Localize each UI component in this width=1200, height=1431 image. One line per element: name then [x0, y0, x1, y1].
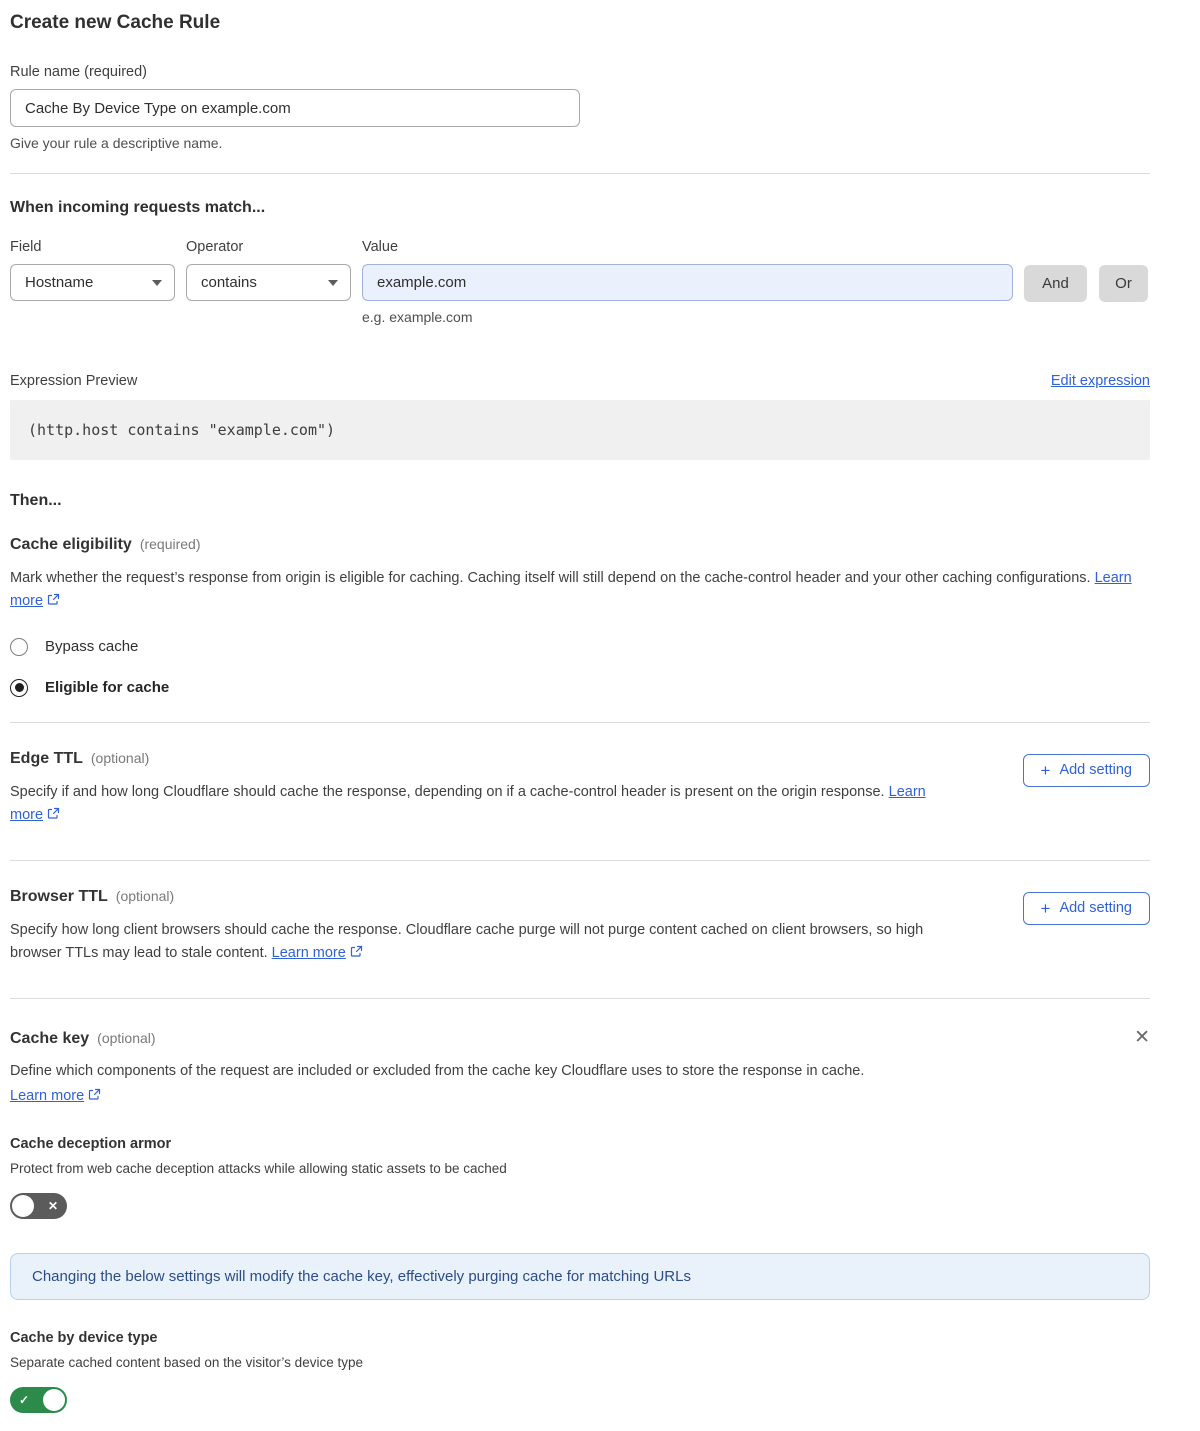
operator-select[interactable]: [186, 264, 351, 301]
expression-preview-label: Expression Preview: [10, 373, 138, 389]
toggle-knob: [12, 1195, 34, 1217]
rule-name-helper: Give your rule a descriptive name.: [10, 135, 223, 151]
plus-icon: +: [1040, 760, 1051, 780]
add-setting-label: Add setting: [1059, 900, 1132, 917]
match-condition-row: [10, 239, 1150, 325]
radio-button-checked[interactable]: [10, 679, 28, 697]
browser-ttl-description-text: Specify how long client browsers should cache the response. Cloudflare cache purge will not purge content cached on client browsers, so high browser TTLs may lead to stale content.: [10, 921, 924, 962]
value-column: [362, 239, 1013, 325]
learn-more-label: Learn more: [10, 783, 926, 824]
field-select[interactable]: [10, 264, 175, 301]
toggle-knob: [43, 1389, 65, 1411]
external-link-icon: [350, 943, 363, 966]
chevron-down-icon: [152, 280, 162, 286]
check-icon: ✓: [19, 1393, 30, 1408]
chevron-down-icon: [328, 280, 338, 286]
external-link-icon: [47, 591, 60, 614]
browser-ttl-learn-more-link[interactable]: [272, 945, 346, 961]
expression-code: (http.host contains "example.com"): [28, 421, 336, 439]
field-column: [10, 239, 175, 301]
browser-ttl-description: [10, 919, 940, 967]
external-link-icon: [47, 805, 60, 828]
optional-tag: (optional): [115, 887, 175, 904]
page-title: Create new Cache Rule: [10, 12, 221, 33]
value-input[interactable]: [362, 264, 1013, 301]
rule-name-input[interactable]: [10, 89, 580, 127]
learn-more-label: Learn more: [271, 945, 346, 962]
cache-key-warning-banner: Changing the below settings will modify the cache key, effectively purging cache for matching URLs: [10, 1253, 1150, 1300]
divider: [10, 173, 1150, 174]
cache-eligibility-header: [10, 536, 1150, 554]
cache-eligibility-description: [10, 567, 1150, 615]
radio-label: Eligible for cache: [45, 679, 170, 697]
cache-by-device-type-description: Separate cached content based on the visitor’s device type: [10, 1355, 363, 1371]
optional-tag: (optional): [97, 1029, 156, 1046]
cache-eligibility-title: Cache eligibility: [10, 536, 132, 553]
edge-ttl-description: [10, 781, 940, 829]
cache-key-title: Cache key: [10, 1029, 90, 1047]
cache-by-device-type-toggle[interactable]: [10, 1387, 67, 1413]
close-icon[interactable]: ✕: [1134, 1026, 1150, 1048]
edge-ttl-content: [10, 750, 940, 829]
expression-code-block: [10, 400, 1150, 460]
cache-deception-armor-description: Protect from web cache deception attacks while allowing static assets to be cached: [10, 1161, 507, 1177]
rule-name-label: Rule name (required): [10, 64, 148, 80]
external-link-icon: [88, 1088, 101, 1106]
cache-eligibility-description-text: Mark whether the request’s response from origin is eligible for caching. Caching itself will still depend on the cache-control header and your other caching configurations.: [10, 570, 1091, 586]
browser-ttl-add-setting-button[interactable]: [1023, 892, 1151, 925]
and-button[interactable]: And: [1024, 265, 1087, 302]
field-select-value: Hostname: [25, 274, 94, 291]
learn-more-label: Learn more: [10, 570, 1132, 610]
cache-key-description: Define which components of the request are included or excluded from the cache key Cloudflare uses to store the response in cache.: [10, 1062, 865, 1079]
cache-key-learn-more-link[interactable]: [10, 1088, 84, 1104]
cache-key-learn-more-line: [10, 1087, 1150, 1106]
edge-ttl-title: Edge TTL: [10, 749, 83, 767]
edge-ttl-add-setting-button[interactable]: [1023, 754, 1151, 787]
radio-label: Bypass cache: [45, 638, 139, 656]
radio-dot: [15, 683, 24, 692]
value-helper: e.g. example.com: [362, 309, 473, 325]
operator-column: [186, 239, 351, 301]
create-cache-rule-form: [10, 0, 1150, 1431]
cache-by-device-type-title: Cache by device type: [10, 1330, 158, 1347]
operator-select-value: contains: [201, 274, 257, 291]
radio-option-bypass-cache[interactable]: [10, 638, 1150, 656]
edge-ttl-section: [10, 723, 1150, 860]
field-label: Field: [10, 239, 42, 255]
add-setting-label: Add setting: [1059, 762, 1132, 779]
cross-icon: ✕: [47, 1199, 58, 1214]
cache-deception-armor-title: Cache deception armor: [10, 1136, 172, 1153]
learn-more-label: Learn more: [10, 1088, 85, 1105]
optional-tag: (optional): [90, 749, 150, 766]
browser-ttl-section: [10, 861, 1150, 998]
edit-expression-link[interactable]: Edit expression: [1050, 373, 1150, 389]
plus-icon: +: [1040, 898, 1051, 918]
and-or-buttons: [1024, 265, 1148, 302]
or-button[interactable]: Or: [1099, 265, 1148, 302]
radio-option-eligible-for-cache[interactable]: [10, 679, 1150, 697]
cache-deception-armor-toggle[interactable]: [10, 1193, 67, 1219]
expression-preview-header: [10, 373, 1150, 389]
operator-label: Operator: [186, 239, 244, 255]
browser-ttl-title: Browser TTL: [10, 887, 108, 905]
cache-key-header: [10, 999, 1150, 1048]
browser-ttl-content: [10, 888, 940, 967]
radio-button-unchecked[interactable]: [10, 638, 28, 656]
value-label: Value: [362, 239, 399, 255]
required-tag: (required): [139, 536, 201, 552]
then-heading: Then...: [10, 492, 62, 509]
match-section-heading: When incoming requests match...: [10, 199, 266, 216]
edge-ttl-description-text: Specify if and how long Cloudflare should cache the response, depending on if a cache-control header is present on the origin response.: [10, 783, 885, 800]
